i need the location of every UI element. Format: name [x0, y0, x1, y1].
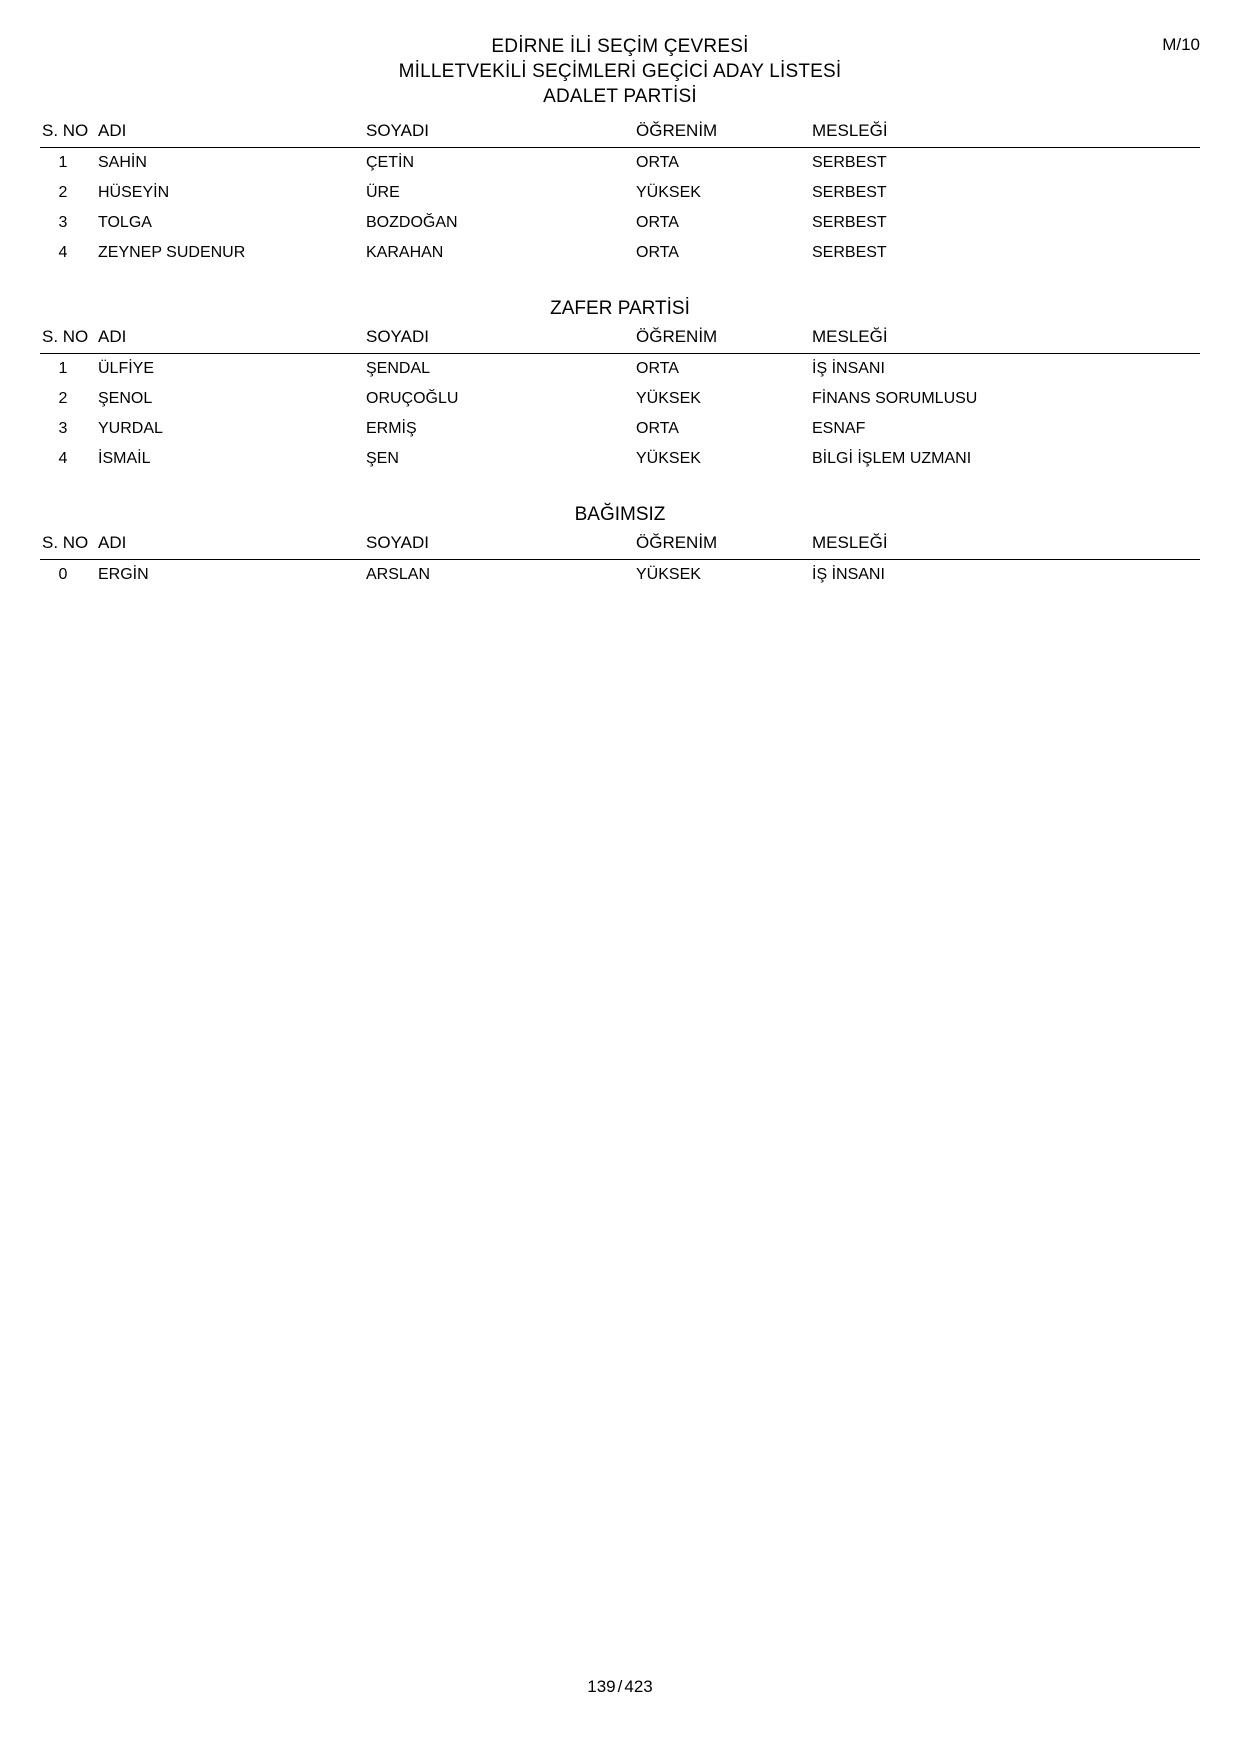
cell-no: 2 — [58, 184, 68, 202]
section-title: ZAFER PARTİSİ — [550, 298, 690, 320]
cell-no: 4 — [58, 244, 68, 262]
footer-current-page: 139 — [587, 1677, 616, 1696]
page-code: M/10 — [1162, 35, 1200, 54]
cell-education: YÜKSEK — [636, 184, 701, 202]
cell-last-name: KARAHAN — [366, 244, 444, 262]
candidate-table — [40, 325, 1200, 474]
cell-occupation: SERBEST — [812, 154, 887, 172]
cell-occupation: İŞ İNSANI — [812, 566, 885, 584]
document-header — [40, 34, 1200, 109]
column-header-occupation: MESLEĞİ — [812, 119, 1200, 148]
header-title-line-1: EDİRNE İLİ SEÇİM ÇEVRESİ — [491, 36, 749, 57]
header-title-line-2: MİLLETVEKİLİ SEÇİMLERİ GEÇİCİ ADAY LİSTESİ — [398, 61, 842, 83]
column-header-first-name: ADI — [98, 119, 366, 148]
party-section-adalet-partisi — [40, 119, 1200, 268]
candidate-table — [40, 119, 1200, 268]
cell-last-name: ORUÇOĞLU — [366, 390, 459, 408]
cell-occupation: İŞ İNSANI — [812, 360, 885, 378]
cell-no: 3 — [58, 214, 68, 232]
cell-no: 4 — [58, 450, 68, 468]
cell-education: ORTA — [636, 154, 679, 172]
section-title: BAĞIMSIZ — [574, 504, 666, 526]
cell-first-name: SAHİN — [98, 154, 147, 172]
column-header-education: ÖĞRENİM — [636, 325, 812, 354]
cell-education: YÜKSEK — [636, 390, 701, 408]
party-section-zafer-partisi — [40, 296, 1200, 474]
cell-first-name: HÜSEYİN — [98, 184, 170, 202]
cell-occupation: SERBEST — [812, 214, 887, 232]
column-header-occupation: MESLEĞİ — [812, 531, 1200, 560]
table-row — [40, 178, 1200, 208]
cell-first-name: ERGİN — [98, 566, 149, 584]
party-section-bagimsiz — [40, 502, 1200, 590]
column-header-occupation: MESLEĞİ — [812, 325, 1200, 354]
table-row — [40, 208, 1200, 238]
cell-no: 2 — [58, 390, 68, 408]
table-row — [40, 238, 1200, 268]
cell-last-name: ŞENDAL — [366, 360, 431, 378]
cell-occupation: FİNANS SORUMLUSU — [812, 390, 978, 408]
table-header-row — [40, 531, 1200, 560]
cell-no: 3 — [58, 420, 68, 438]
table-row — [40, 414, 1200, 444]
cell-first-name: ÜLFİYE — [98, 360, 155, 378]
column-header-last-name: SOYADI — [366, 119, 636, 148]
column-header-last-name: SOYADI — [366, 531, 636, 560]
cell-last-name: ŞEN — [366, 450, 399, 468]
header-party-title: ADALET PARTİSİ — [543, 86, 697, 108]
page-footer — [0, 1677, 1240, 1697]
table-header-row — [40, 119, 1200, 148]
cell-education: ORTA — [636, 420, 679, 438]
column-header-first-name: ADI — [98, 531, 366, 560]
column-header-last-name: SOYADI — [366, 325, 636, 354]
cell-last-name: ARSLAN — [366, 566, 431, 584]
cell-occupation: BİLGİ İŞLEM UZMANI — [812, 450, 972, 468]
column-header-no: S. NO — [40, 531, 98, 560]
cell-occupation: SERBEST — [812, 184, 887, 202]
table-row — [40, 444, 1200, 474]
cell-education: YÜKSEK — [636, 566, 701, 584]
cell-occupation: SERBEST — [812, 244, 887, 262]
cell-last-name: ÜRE — [366, 184, 400, 202]
table-row — [40, 384, 1200, 414]
column-header-education: ÖĞRENİM — [636, 531, 812, 560]
column-header-no: S. NO — [40, 119, 98, 148]
cell-education: ORTA — [636, 360, 679, 378]
cell-education: YÜKSEK — [636, 450, 701, 468]
cell-first-name: TOLGA — [98, 214, 152, 232]
cell-first-name: YURDAL — [98, 420, 163, 438]
cell-occupation: ESNAF — [812, 420, 866, 438]
table-row — [40, 560, 1200, 591]
footer-total-pages: 423 — [624, 1677, 653, 1696]
candidate-table — [40, 531, 1200, 590]
cell-last-name: ERMİŞ — [366, 420, 417, 438]
column-header-no: S. NO — [40, 325, 98, 354]
cell-no: 0 — [58, 566, 68, 584]
cell-last-name: ÇETİN — [366, 154, 414, 172]
table-header-row — [40, 325, 1200, 354]
cell-first-name: ŞENOL — [98, 390, 153, 408]
cell-education: ORTA — [636, 244, 679, 262]
column-header-first-name: ADI — [98, 325, 366, 354]
cell-last-name: BOZDOĞAN — [366, 214, 458, 232]
column-header-education: ÖĞRENİM — [636, 119, 812, 148]
cell-no: 1 — [58, 360, 68, 378]
cell-first-name: ZEYNEP SUDENUR — [98, 244, 246, 262]
footer-separator: / — [617, 1677, 623, 1696]
cell-education: ORTA — [636, 214, 679, 232]
table-row — [40, 354, 1200, 385]
table-row — [40, 148, 1200, 179]
cell-first-name: İSMAİL — [98, 450, 151, 468]
cell-no: 1 — [58, 154, 68, 172]
